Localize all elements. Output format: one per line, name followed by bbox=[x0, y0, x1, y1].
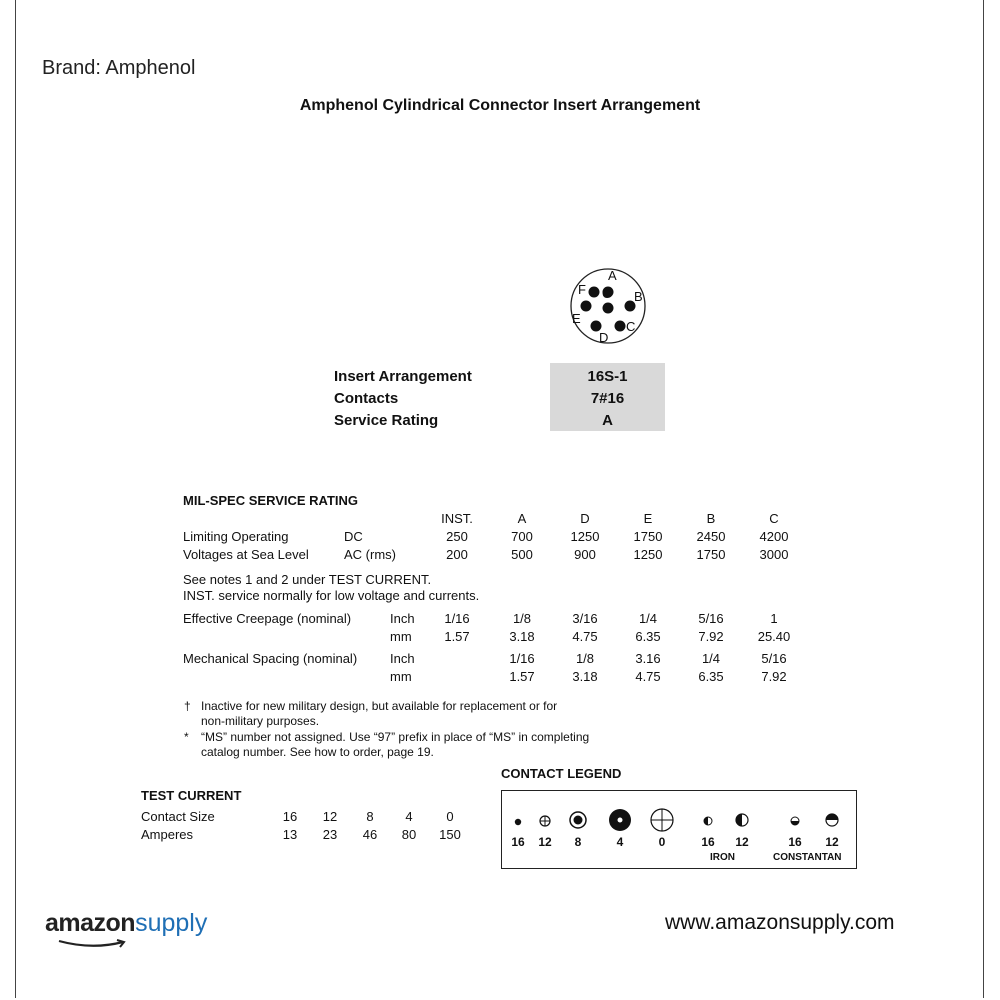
dagger-note-line2: non-military purposes. bbox=[201, 714, 320, 728]
creepage-mm-value: 3.18 bbox=[509, 629, 535, 644]
contact-size-value: 12 bbox=[322, 809, 338, 824]
creepage-inch-value: 1/8 bbox=[512, 611, 532, 626]
legend-size-label: 16 bbox=[511, 835, 525, 849]
milspec-column-header: E bbox=[643, 511, 653, 526]
legend-size-label: 4 bbox=[616, 835, 624, 849]
contacts-value: 7#16 bbox=[590, 390, 625, 407]
constantan12-symbol-icon bbox=[826, 814, 838, 826]
ac-voltage-value: 1250 bbox=[633, 547, 663, 562]
spacing-mm-value: 4.75 bbox=[635, 669, 661, 684]
legend-size-label: 12 bbox=[538, 835, 552, 849]
spacing-mm-value: 6.35 bbox=[698, 669, 724, 684]
dagger-note-line1: Inactive for new military design, but available for replacement or for bbox=[201, 699, 558, 713]
milspec-column-header: C bbox=[769, 511, 779, 526]
iron16-symbol-icon bbox=[704, 817, 712, 825]
pin-f bbox=[589, 287, 600, 298]
dc-voltage-value: 4200 bbox=[759, 529, 789, 544]
amazonsupply-logo bbox=[45, 909, 207, 938]
dc-voltage-value: 1750 bbox=[633, 529, 663, 544]
legend-size-label: 8 bbox=[574, 835, 582, 849]
milspec-column-header: A bbox=[517, 511, 527, 526]
spacing-mm-label: mm bbox=[390, 669, 412, 684]
service-rating-label: Service Rating bbox=[334, 412, 439, 429]
spacing-label: Mechanical Spacing (nominal) bbox=[183, 651, 358, 666]
limiting-label-line2: Voltages at Sea Level bbox=[183, 547, 309, 562]
creepage-inch-value: 5/16 bbox=[698, 611, 724, 626]
constantan-label: CONSTANTAN bbox=[773, 852, 842, 863]
creepage-mm-value: 1.57 bbox=[444, 629, 470, 644]
legend-size-label: 16 bbox=[701, 835, 715, 849]
dc-voltage-value: 700 bbox=[511, 529, 533, 544]
insert-arrangement-label: Insert Arrangement bbox=[334, 368, 472, 385]
amperes-value: 150 bbox=[439, 827, 461, 842]
test-current-heading: TEST CURRENT bbox=[141, 788, 242, 803]
contact-size-value: 8 bbox=[366, 809, 374, 824]
star-note-line1: “MS” number not assigned. Use “97” prefix in place of “MS” in completing bbox=[201, 730, 590, 744]
spacing-inch-value: 1/8 bbox=[575, 651, 595, 666]
spacing-inch-value: 1/4 bbox=[701, 651, 721, 666]
spacing-mm-value: 1.57 bbox=[509, 669, 535, 684]
page-title: Amphenol Cylindrical Connector Insert Arrangement bbox=[299, 97, 701, 114]
creepage-inch-value: 3/16 bbox=[572, 611, 598, 626]
star-note-line2: catalog number. See how to order, page 19. bbox=[201, 745, 434, 759]
footer-url: www.amazonsupply.com bbox=[665, 911, 895, 934]
pin-label-a: A bbox=[608, 268, 617, 283]
milspec-column-header: B bbox=[706, 511, 716, 526]
dagger-mark: † bbox=[184, 699, 191, 713]
insert-arrangement-value: 16S-1 bbox=[587, 368, 628, 385]
creepage-inch-value: 1 bbox=[770, 611, 778, 626]
pin-label-e: E bbox=[572, 311, 581, 326]
dc-voltage-value: 250 bbox=[446, 529, 468, 544]
legend-size-label: 0 bbox=[658, 835, 666, 849]
creepage-mm-value: 25.40 bbox=[757, 629, 791, 644]
spacing-inch-label: Inch bbox=[390, 651, 415, 666]
pin-label-b: B bbox=[634, 289, 643, 304]
dc-label: DC bbox=[344, 529, 363, 544]
creepage-mm-value: 6.35 bbox=[635, 629, 661, 644]
milspec-column-header: INST. bbox=[441, 511, 473, 526]
milspec-column-header: D bbox=[580, 511, 590, 526]
creepage-inch-value: 1/16 bbox=[444, 611, 470, 626]
contacts-label: Contacts bbox=[334, 390, 399, 407]
insert-arrangement-diagram bbox=[566, 264, 656, 346]
service-rating-value: A bbox=[602, 412, 613, 429]
contact-size-label: Contact Size bbox=[141, 809, 215, 824]
creepage-mm-value: 7.92 bbox=[698, 629, 724, 644]
ac-voltage-value: 200 bbox=[446, 547, 468, 562]
spacing-mm-value: 3.18 bbox=[572, 669, 598, 684]
spacing-inch-value: 1/16 bbox=[509, 651, 535, 666]
iron-label: IRON bbox=[710, 852, 735, 863]
creepage-mm-label: mm bbox=[390, 629, 412, 644]
brand-label: Brand: Amphenol bbox=[42, 57, 196, 79]
amperes-value: 23 bbox=[322, 827, 338, 842]
ac-voltage-value: 500 bbox=[511, 547, 533, 562]
limiting-label-line1: Limiting Operating bbox=[183, 529, 289, 544]
dc-voltage-value: 2450 bbox=[696, 529, 726, 544]
contact-size-value: 0 bbox=[446, 809, 454, 824]
star-mark: * bbox=[184, 730, 189, 744]
constantan16-symbol-icon bbox=[791, 817, 799, 825]
amperes-label: Amperes bbox=[141, 827, 194, 842]
spacing-mm-value: 7.92 bbox=[761, 669, 787, 684]
logo-amazon-text: amazon bbox=[45, 909, 136, 937]
legend-size-label: 12 bbox=[735, 835, 749, 849]
spacing-inch-value: 3.16 bbox=[635, 651, 661, 666]
creepage-mm-value: 4.75 bbox=[572, 629, 598, 644]
pin-label-g: G bbox=[602, 286, 613, 301]
amperes-value: 46 bbox=[362, 827, 378, 842]
ac-voltage-value: 900 bbox=[574, 547, 596, 562]
milspec-note-1: See notes 1 and 2 under TEST CURRENT. bbox=[183, 572, 432, 587]
contact-size-value: 4 bbox=[405, 809, 413, 824]
logo-smile-icon bbox=[57, 939, 127, 949]
ac-voltage-value: 3000 bbox=[759, 547, 789, 562]
size0-symbol-icon bbox=[651, 809, 673, 831]
creepage-inch-value: 1/4 bbox=[638, 611, 658, 626]
contact-legend-heading: CONTACT LEGEND bbox=[501, 766, 622, 781]
legend-size-label: 12 bbox=[825, 835, 839, 849]
pin-e bbox=[581, 301, 592, 312]
contact-size-value: 16 bbox=[282, 809, 298, 824]
pin-label-d: D bbox=[599, 330, 609, 345]
pin-c bbox=[615, 321, 626, 332]
pin-label-c: C bbox=[626, 319, 636, 334]
logo-supply-text: supply bbox=[135, 909, 208, 937]
amperes-value: 80 bbox=[401, 827, 417, 842]
iron12-symbol-icon bbox=[736, 814, 748, 826]
ac-voltage-value: 1750 bbox=[696, 547, 726, 562]
pin-g bbox=[603, 303, 614, 314]
legend-size-label: 16 bbox=[788, 835, 802, 849]
milspec-note-2: INST. service normally for low voltage and currents. bbox=[183, 588, 480, 603]
dc-voltage-value: 1250 bbox=[570, 529, 600, 544]
size12-symbol-icon bbox=[540, 816, 550, 826]
size16-symbol-icon bbox=[515, 819, 521, 825]
creepage-label: Effective Creepage (nominal) bbox=[183, 611, 352, 626]
spacing-inch-value: 5/16 bbox=[761, 651, 787, 666]
amperes-value: 13 bbox=[282, 827, 298, 842]
size8-symbol-icon bbox=[570, 812, 586, 828]
creepage-inch-label: Inch bbox=[390, 611, 415, 626]
size4-symbol-icon bbox=[609, 809, 631, 831]
milspec-heading: MIL-SPEC SERVICE RATING bbox=[183, 493, 359, 508]
ac-label: AC (rms) bbox=[344, 547, 396, 562]
pin-label-f: F bbox=[578, 282, 586, 297]
